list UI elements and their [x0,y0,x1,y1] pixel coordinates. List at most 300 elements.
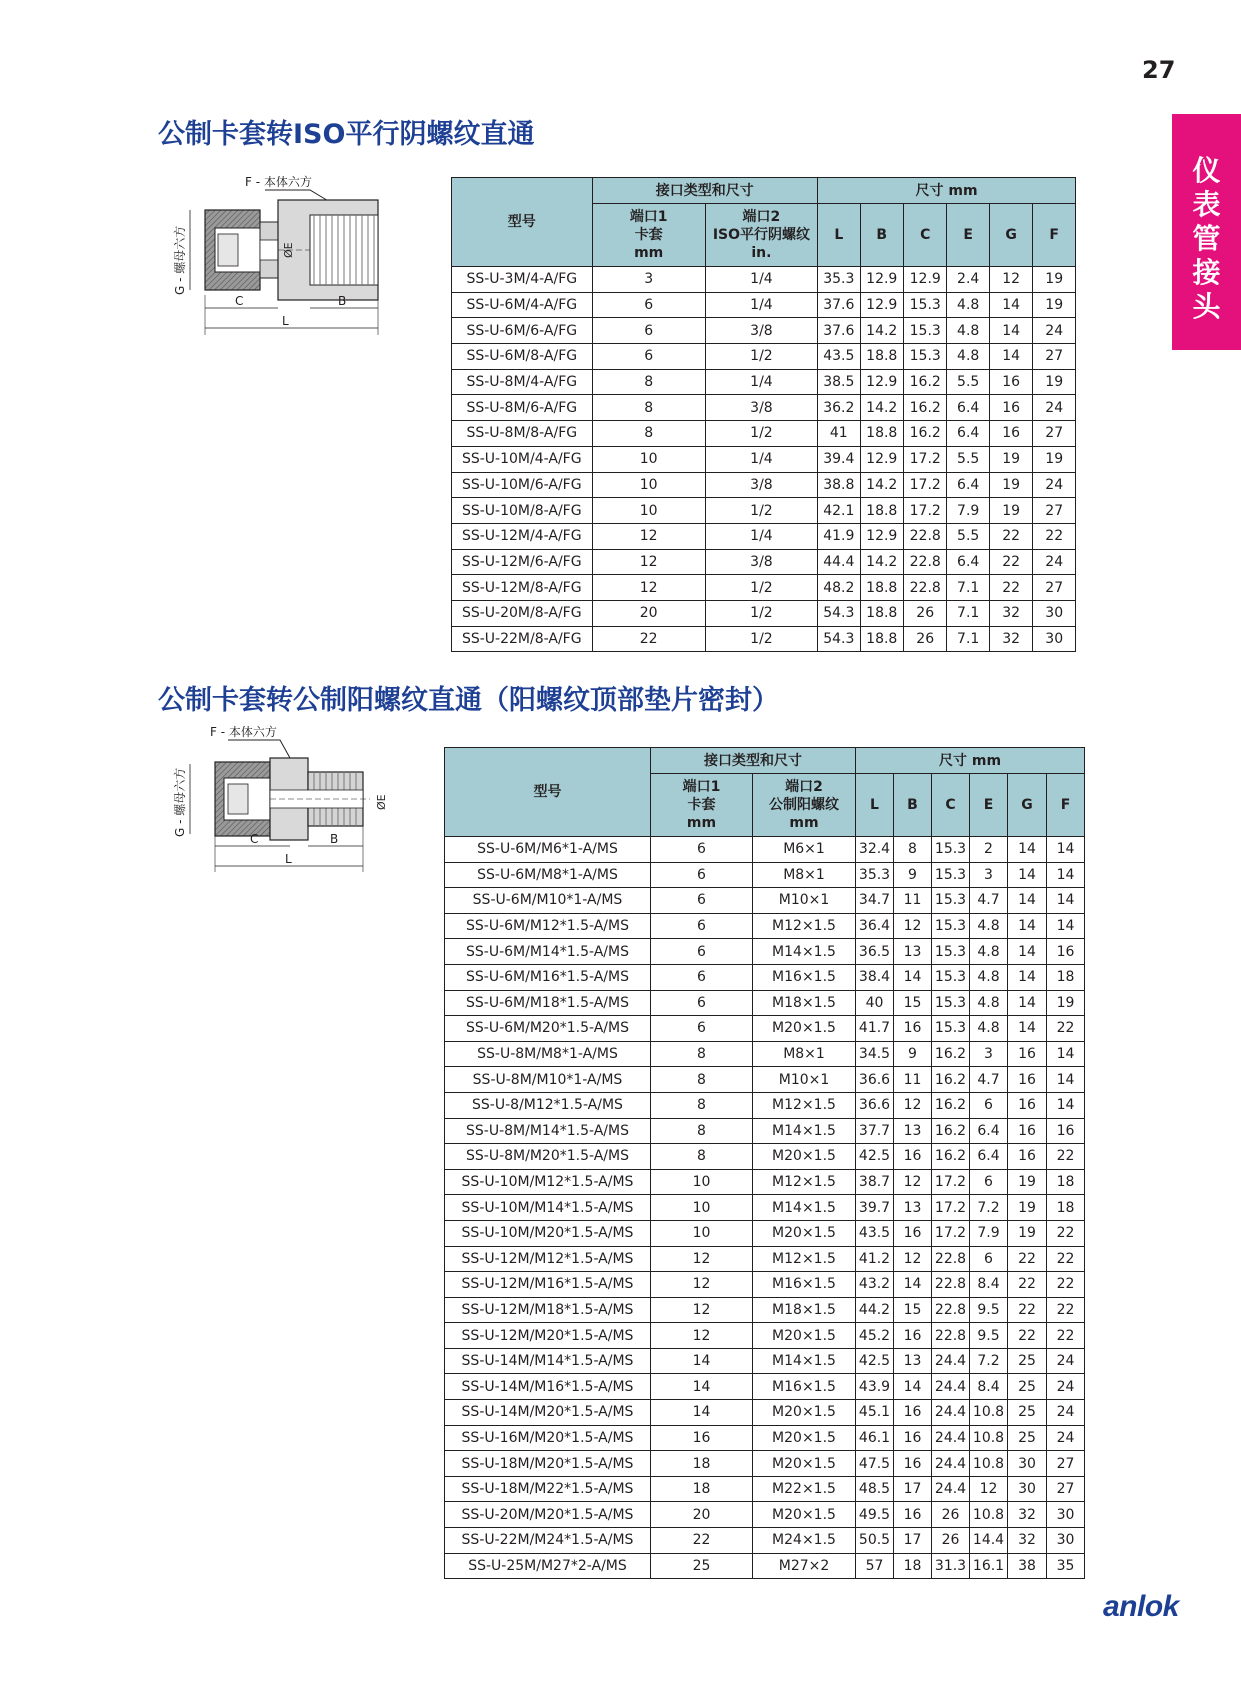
table-row [445,1195,1085,1221]
diagram-label-c: C [250,832,259,846]
value-cell: 10 [592,498,705,524]
value-cell: 14 [894,1272,932,1298]
table-row [452,267,1076,293]
diagram-label-g: G - 螺母六方 [173,225,187,295]
value-cell: 24 [1047,1374,1085,1400]
value-cell: 24 [1047,1425,1085,1451]
category-side-tab [1172,114,1241,350]
value-cell: 15.3 [932,862,970,888]
value-cell: 1/2 [705,421,817,447]
value-cell: 41.9 [818,523,860,549]
value-cell: 15.3 [932,939,970,965]
value-cell: 16 [989,369,1032,395]
model-cell: SS-U-6M/M12*1.5-A/MS [445,913,651,939]
model-cell: SS-U-12M/8-A/FG [452,575,593,601]
value-cell: 4.7 [970,888,1008,914]
value-cell: 17.2 [903,498,946,524]
table-row [445,1553,1085,1579]
value-cell: 6 [651,1016,753,1042]
value-cell: 35.3 [818,267,860,293]
side-tab-char: 头 [1192,290,1221,323]
section1-spec-table [451,177,1076,652]
value-cell: 25 [1008,1425,1047,1451]
value-cell: M20×1.5 [753,1451,856,1477]
value-cell: 16 [651,1425,753,1451]
value-cell: 12 [651,1246,753,1272]
value-cell: M14×1.5 [753,1195,856,1221]
value-cell: 16 [894,1502,932,1528]
value-cell: 15.3 [903,292,946,318]
value-cell: 7.2 [970,1195,1008,1221]
value-cell: 16 [1008,1118,1047,1144]
value-cell: 42.1 [818,498,860,524]
value-cell: 24.4 [932,1476,970,1502]
value-cell: 6.4 [970,1144,1008,1170]
value-cell: 13 [894,1195,932,1221]
value-cell: 25 [651,1553,753,1579]
side-tab-char: 管 [1192,222,1221,255]
value-cell: 24.4 [932,1374,970,1400]
value-cell: 38.7 [856,1169,894,1195]
value-cell: 22 [651,1528,753,1554]
table-row [452,523,1076,549]
value-cell: 24 [1033,549,1076,575]
value-cell: 10.8 [970,1502,1008,1528]
value-cell: 18 [1047,964,1085,990]
value-cell: M22×1.5 [753,1476,856,1502]
value-cell: 22 [1047,1323,1085,1349]
model-cell: SS-U-10M/6-A/FG [452,472,593,498]
value-cell: 6 [592,344,705,370]
value-cell: 32.4 [856,837,894,863]
table-row [445,990,1085,1016]
value-cell: 17.2 [932,1195,970,1221]
model-cell: SS-U-8M/M8*1-A/MS [445,1041,651,1067]
value-cell: 7.1 [947,600,989,626]
value-cell: M18×1.5 [753,1297,856,1323]
section2-title: 公制卡套转公制阳螺纹直通（阳螺纹顶部垫片密封） [158,685,779,716]
value-cell: 22 [592,626,705,652]
model-cell: SS-U-12M/M18*1.5-A/MS [445,1297,651,1323]
value-cell: 14.2 [860,472,903,498]
value-cell: 24.4 [932,1425,970,1451]
section2-fitting-diagram [170,722,400,892]
value-cell: 8 [894,837,932,863]
value-cell: M8×1 [753,1041,856,1067]
value-cell: 16.2 [903,421,946,447]
value-cell: 10.8 [970,1451,1008,1477]
value-cell: 10.8 [970,1400,1008,1426]
header-port2: 端口2 公制阳螺纹 mm [753,774,856,837]
value-cell: 14 [1008,939,1047,965]
model-cell: SS-U-6M/4-A/FG [452,292,593,318]
value-cell: 5.5 [947,446,989,472]
value-cell: 31.3 [932,1553,970,1579]
value-cell: M20×1.5 [753,1502,856,1528]
value-cell: 22.8 [903,575,946,601]
value-cell: 8 [651,1067,753,1093]
value-cell: 18.8 [860,344,903,370]
value-cell: 18 [1047,1169,1085,1195]
value-cell: 42.5 [856,1348,894,1374]
value-cell: 9.5 [970,1323,1008,1349]
value-cell: 12 [989,267,1032,293]
value-cell: 41 [818,421,860,447]
value-cell: 22 [1033,523,1076,549]
value-cell: 19 [1008,1220,1047,1246]
value-cell: 20 [592,600,705,626]
value-cell: 14 [1047,1092,1085,1118]
value-cell: 16.2 [932,1041,970,1067]
value-cell: 16 [1008,1067,1047,1093]
table-row [445,1016,1085,1042]
value-cell: 1/4 [705,292,817,318]
value-cell: 2 [970,837,1008,863]
value-cell: 19 [1008,1169,1047,1195]
value-cell: 14 [1008,888,1047,914]
value-cell: 17 [894,1528,932,1554]
value-cell: 14 [1008,964,1047,990]
table-row [445,1246,1085,1272]
value-cell: 24 [1047,1400,1085,1426]
value-cell: 14 [989,292,1032,318]
value-cell: M20×1.5 [753,1400,856,1426]
value-cell: M20×1.5 [753,1323,856,1349]
value-cell: 12 [894,1092,932,1118]
value-cell: 18.8 [860,498,903,524]
value-cell: 1/4 [705,267,817,293]
table-row [445,1476,1085,1502]
value-cell: 6 [592,318,705,344]
header-dim-g: G [1008,774,1047,837]
value-cell: 18.8 [860,575,903,601]
value-cell: 27 [1047,1476,1085,1502]
value-cell: 39.4 [818,446,860,472]
model-cell: SS-U-3M/4-A/FG [452,267,593,293]
value-cell: 22 [1008,1297,1047,1323]
section2-spec-table [444,747,1085,1579]
value-cell: M20×1.5 [753,1016,856,1042]
value-cell: 20 [651,1502,753,1528]
value-cell: M10×1 [753,888,856,914]
value-cell: 14 [1047,1041,1085,1067]
value-cell: 18.8 [860,421,903,447]
value-cell: 12.9 [860,523,903,549]
value-cell: 6.4 [947,421,989,447]
value-cell: 22 [1047,1144,1085,1170]
diagram-label-e: ØE [375,794,388,810]
header-dim-l: L [856,774,894,837]
value-cell: 3 [970,1041,1008,1067]
diagram-label-f: F - 本体六方 [210,725,277,739]
value-cell: 14 [1047,1067,1085,1093]
value-cell: 22.8 [903,549,946,575]
value-cell: 3/8 [705,549,817,575]
value-cell: 12.9 [860,446,903,472]
value-cell: 19 [1033,292,1076,318]
value-cell: 19 [1047,990,1085,1016]
header-dim-group: 尺寸 mm [856,748,1085,774]
value-cell: M8×1 [753,862,856,888]
value-cell: 8 [592,395,705,421]
value-cell: 17 [894,1476,932,1502]
value-cell: 13 [894,1348,932,1374]
value-cell: 36.2 [818,395,860,421]
header-dim-g: G [989,204,1032,267]
value-cell: 43.9 [856,1374,894,1400]
value-cell: 25 [1008,1348,1047,1374]
value-cell: 6 [592,292,705,318]
value-cell: 14 [1008,862,1047,888]
value-cell: 11 [894,888,932,914]
value-cell: 19 [1033,267,1076,293]
value-cell: 41.7 [856,1016,894,1042]
table-row [445,1400,1085,1426]
value-cell: 6 [651,990,753,1016]
value-cell: 15.3 [932,837,970,863]
value-cell: 4.8 [970,913,1008,939]
value-cell: 6 [651,913,753,939]
table-row [452,446,1076,472]
value-cell: 12 [894,1246,932,1272]
value-cell: 44.4 [818,549,860,575]
model-cell: SS-U-8M/M14*1.5-A/MS [445,1118,651,1144]
value-cell: 1/2 [705,626,817,652]
model-cell: SS-U-14M/M16*1.5-A/MS [445,1374,651,1400]
value-cell: 38 [1008,1553,1047,1579]
value-cell: 16.2 [932,1118,970,1144]
value-cell: 4.8 [970,964,1008,990]
brand-logo: anlok [1103,1590,1179,1623]
diagram-label-l: L [285,852,292,866]
table-row [445,1118,1085,1144]
value-cell: M14×1.5 [753,1348,856,1374]
value-cell: 14 [1047,837,1085,863]
header-dim-f: F [1033,204,1076,267]
table-row [452,369,1076,395]
table-row [452,421,1076,447]
table-row [445,1041,1085,1067]
diagram-label-f: F - 本体六方 [245,175,312,189]
header-dim-f: F [1047,774,1085,837]
diagram-label-b: B [338,294,347,308]
value-cell: 3 [970,862,1008,888]
value-cell: 14 [651,1374,753,1400]
value-cell: 44.2 [856,1297,894,1323]
value-cell: 16 [894,1220,932,1246]
value-cell: 19 [1008,1195,1047,1221]
value-cell: 22 [1008,1323,1047,1349]
value-cell: 32 [1008,1502,1047,1528]
value-cell: 22.8 [932,1323,970,1349]
value-cell: 18 [894,1553,932,1579]
value-cell: 1/4 [705,369,817,395]
header-dim-group: 尺寸 mm [818,178,1076,204]
value-cell: 22.8 [932,1297,970,1323]
value-cell: 3/8 [705,472,817,498]
value-cell: 34.5 [856,1041,894,1067]
value-cell: 35.3 [856,862,894,888]
table-row [452,344,1076,370]
header-dim-e: E [947,204,989,267]
value-cell: 12.9 [860,267,903,293]
value-cell: 4.8 [970,990,1008,1016]
value-cell: 24 [1033,395,1076,421]
value-cell: 14 [1047,913,1085,939]
table-row [445,1374,1085,1400]
model-cell: SS-U-22M/8-A/FG [452,626,593,652]
value-cell: 8 [651,1144,753,1170]
value-cell: 47.5 [856,1451,894,1477]
value-cell: 8 [651,1118,753,1144]
value-cell: 12 [592,549,705,575]
value-cell: 12 [651,1272,753,1298]
value-cell: M6×1 [753,837,856,863]
value-cell: 14 [1008,1016,1047,1042]
model-cell: SS-U-22M/M24*1.5-A/MS [445,1528,651,1554]
value-cell: 24.4 [932,1400,970,1426]
value-cell: 25 [1008,1374,1047,1400]
header-port1: 端口1 卡套 mm [651,774,753,837]
value-cell: 22 [1047,1297,1085,1323]
value-cell: 27 [1033,421,1076,447]
header-dim-c: C [903,204,946,267]
value-cell: 7.9 [970,1220,1008,1246]
value-cell: 36.4 [856,913,894,939]
header-port-group: 接口类型和尺寸 [651,748,856,774]
value-cell: 24 [1047,1348,1085,1374]
value-cell: 22 [989,523,1032,549]
value-cell: 16.2 [932,1144,970,1170]
model-cell: SS-U-6M/M6*1-A/MS [445,837,651,863]
value-cell: 4.7 [970,1067,1008,1093]
header-dim-b: B [860,204,903,267]
value-cell: 43.5 [818,344,860,370]
value-cell: 11 [894,1067,932,1093]
value-cell: 4.8 [970,939,1008,965]
value-cell: 8 [651,1041,753,1067]
header-dim-e: E [970,774,1008,837]
value-cell: 48.5 [856,1476,894,1502]
table-row [445,1451,1085,1477]
value-cell: 6 [651,837,753,863]
value-cell: 14 [894,1374,932,1400]
value-cell: 16.2 [932,1092,970,1118]
value-cell: 12 [894,1169,932,1195]
value-cell: 2.4 [947,267,989,293]
table-row [445,1502,1085,1528]
value-cell: 16 [989,421,1032,447]
value-cell: 15.3 [903,344,946,370]
value-cell: 14 [894,964,932,990]
value-cell: 24 [1033,318,1076,344]
value-cell: M12×1.5 [753,1169,856,1195]
model-cell: SS-U-12M/4-A/FG [452,523,593,549]
value-cell: 4.8 [947,318,989,344]
value-cell: 22 [989,575,1032,601]
diagram-label-b: B [330,832,339,846]
model-cell: SS-U-12M/M12*1.5-A/MS [445,1246,651,1272]
value-cell: 17.2 [903,446,946,472]
diagram-label-g: G - 螺母六方 [173,767,187,837]
value-cell: 36.5 [856,939,894,965]
value-cell: 14.2 [860,549,903,575]
value-cell: 7.1 [947,626,989,652]
value-cell: 18 [651,1451,753,1477]
diagram-label-l: L [282,314,289,328]
table-row [452,575,1076,601]
value-cell: 5.5 [947,523,989,549]
value-cell: 42.5 [856,1144,894,1170]
header-model: 型号 [445,748,651,837]
side-tab-char: 表 [1192,188,1221,221]
value-cell: 12 [592,523,705,549]
value-cell: 16 [989,395,1032,421]
value-cell: 15.3 [932,913,970,939]
value-cell: M20×1.5 [753,1425,856,1451]
value-cell: 14 [989,344,1032,370]
value-cell: 46.1 [856,1425,894,1451]
table-row [452,498,1076,524]
table-row [452,626,1076,652]
value-cell: 27 [1033,344,1076,370]
value-cell: 12.9 [903,267,946,293]
model-cell: SS-U-14M/M14*1.5-A/MS [445,1348,651,1374]
header-dim-c: C [932,774,970,837]
value-cell: 9.5 [970,1297,1008,1323]
value-cell: 17.2 [903,472,946,498]
value-cell: 6.4 [970,1118,1008,1144]
value-cell: 35 [1047,1553,1085,1579]
table-row [445,1297,1085,1323]
value-cell: 14 [1047,888,1085,914]
table-row [452,292,1076,318]
model-cell: SS-U-10M/M12*1.5-A/MS [445,1169,651,1195]
value-cell: M12×1.5 [753,1246,856,1272]
value-cell: 18.8 [860,600,903,626]
table-row [445,1092,1085,1118]
value-cell: 13 [894,939,932,965]
value-cell: 3/8 [705,318,817,344]
value-cell: 16 [1047,939,1085,965]
value-cell: 16 [1047,1118,1085,1144]
value-cell: 15.3 [932,990,970,1016]
value-cell: 12.9 [860,369,903,395]
model-cell: SS-U-12M/6-A/FG [452,549,593,575]
value-cell: 22 [1047,1272,1085,1298]
value-cell: M12×1.5 [753,1092,856,1118]
table-row [445,1323,1085,1349]
value-cell: 12 [651,1323,753,1349]
section1-fitting-diagram [170,170,400,350]
value-cell: 24.4 [932,1451,970,1477]
value-cell: 5.5 [947,369,989,395]
table-row [445,1144,1085,1170]
table-row [445,1272,1085,1298]
value-cell: 37.6 [818,292,860,318]
value-cell: 16.2 [932,1067,970,1093]
value-cell: 3 [592,267,705,293]
model-cell: SS-U-6M/6-A/FG [452,318,593,344]
value-cell: 8 [651,1092,753,1118]
value-cell: 7.9 [947,498,989,524]
value-cell: 12 [592,575,705,601]
value-cell: 27 [1033,498,1076,524]
model-cell: SS-U-12M/M20*1.5-A/MS [445,1323,651,1349]
table-row [445,939,1085,965]
value-cell: 12.9 [860,292,903,318]
value-cell: 1/4 [705,523,817,549]
